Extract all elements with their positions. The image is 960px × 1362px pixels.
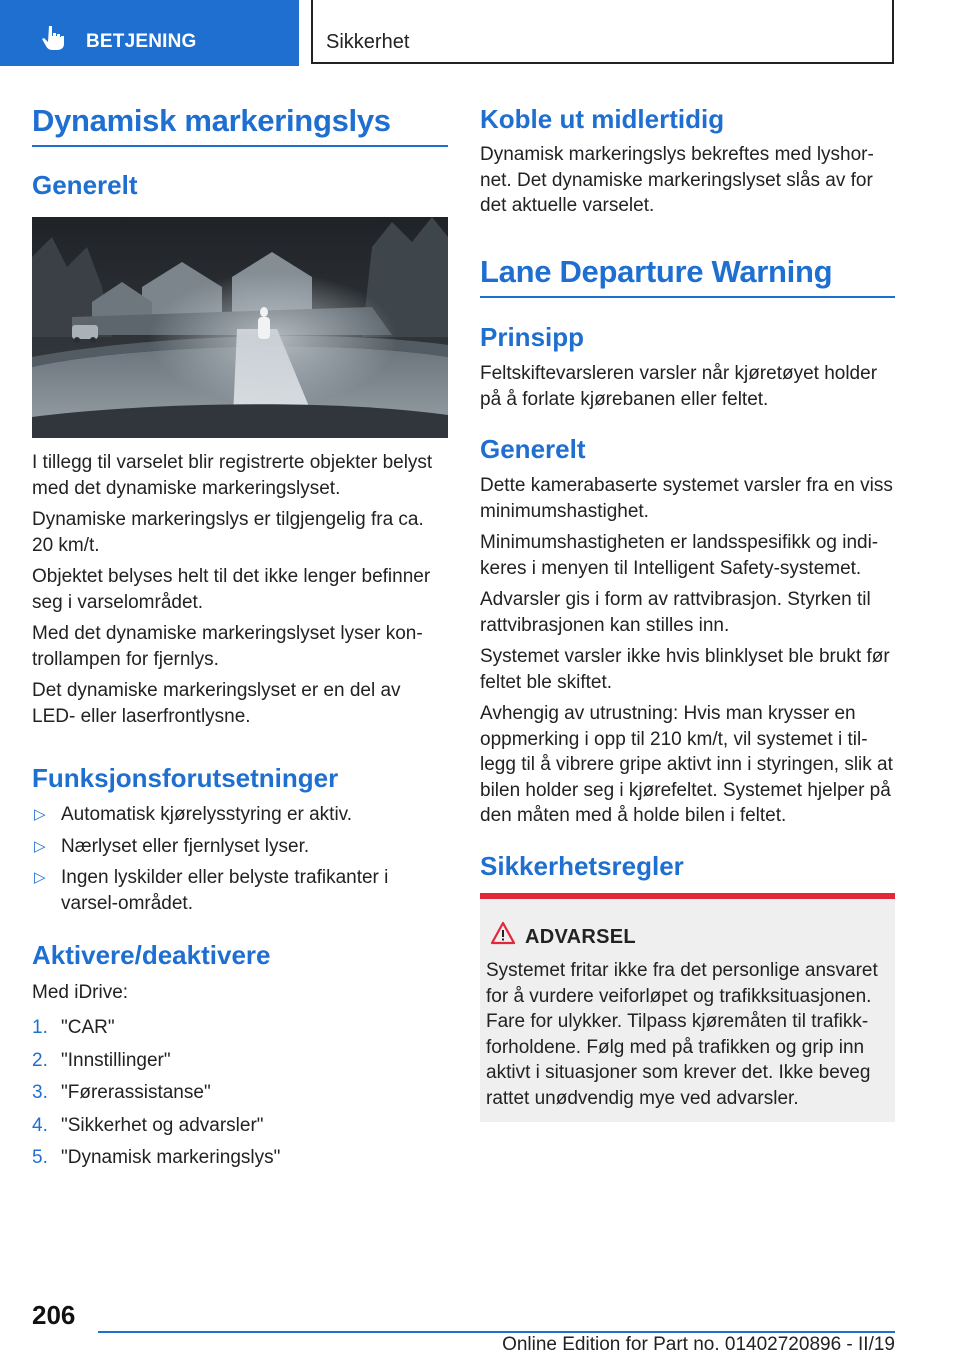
page-title-lane-departure: Lane Departure Warning — [480, 254, 833, 289]
ldw-paragraph-3: Advarsler gis i form av rattvibrasjon. Styrken til rattvibrasjonen kan stilles inn. — [480, 589, 871, 636]
list-item: ▷ Ingen lyskilder eller belyste trafikanter i varsel‐området. — [34, 867, 389, 914]
generelt-paragraph-2: Dynamiske markeringslys er tilgjengelig fra ca. 20 km/t. — [32, 509, 424, 556]
ldw-paragraph-1: Dette kamerabaserte systemet varsler fra en viss minimumshastighet. — [480, 475, 893, 522]
bullet-triangle-icon: ▷ — [34, 806, 46, 823]
chapter-tab[interactable] — [0, 0, 299, 66]
koble-ut-text: Dynamisk markeringslys bekreftes med lyshor‐net. Det dynamiske markeringslyset slås av for det aktuelle varselet. — [480, 144, 874, 216]
list-item: 3. "Førerassistanse" — [32, 1082, 211, 1103]
ldw-paragraph-2: Minimumshastigheten er landsspesifikk og indi‐keres i menyen til Intelligent Safety-systemet. — [480, 532, 879, 579]
bullet-triangle-icon: ▷ — [34, 837, 46, 855]
title-rule — [32, 145, 448, 147]
generelt-paragraph-4: Med det dynamiske markeringslyset lyser kon‐trollampen for fjernlys. — [32, 623, 423, 670]
page-number: 206 — [32, 1300, 76, 1330]
list-item: ▷ Automatisk kjørelysstyring er aktiv. — [32, 802, 450, 828]
footer-edition: Online Edition for Part no. 01402720896 - II/19 — [502, 1334, 895, 1355]
heading-aktivere-deaktivere: Aktivere/deaktivere — [32, 940, 271, 970]
heading-sikkerhetsregler: Sikkerhetsregler — [480, 851, 684, 881]
heading-prinsipp: Prinsipp — [480, 322, 585, 352]
list-item: ▷ Nærlyset eller fjernlyset lyser. — [32, 834, 450, 860]
generelt-paragraph-5: Det dynamiske markeringslyset er en del av LED- eller laserfrontlysne. — [32, 680, 401, 727]
list-item: 4. "Sikkerhet og advarsler" — [32, 1114, 264, 1136]
heading-generelt-left: Generelt — [32, 170, 138, 200]
warning-box — [480, 893, 895, 1122]
hand-pointer-icon — [40, 24, 66, 50]
warning-triangle-icon — [490, 921, 516, 945]
section-header — [311, 0, 894, 64]
warning-text: Systemet fritar ikke fra det personlige ansvaret for å vurdere veiforløpet og trafikksituasjonen. Fare for ulykker. Tilpass kjøremåten til trafikk‐forholdene. Følg med på trafikken og grip inn aktivt i situasjoner som krever det. Ikke beveg rattet unødvendig mye ved advarsler. — [486, 960, 878, 1109]
heading-koble-ut: Koble ut midlertidig — [480, 104, 725, 134]
heading-generelt-right: Generelt — [480, 434, 586, 464]
list-item: 1. "CAR" — [32, 1017, 115, 1038]
chapter-label: BETJENING — [86, 31, 197, 52]
footer-rule — [98, 1331, 895, 1333]
title-rule — [480, 296, 895, 298]
idrive-steps — [32, 1015, 448, 1171]
generelt-paragraph-1: I tillegg til varselet blir registrerte objekter belyst med det dynamiske markeringslyset. — [32, 452, 433, 499]
warning-title: ADVARSEL — [525, 926, 636, 948]
list-item: 2. "Innstillinger" — [32, 1049, 171, 1071]
section-label: Sikkerhet — [326, 31, 410, 53]
requirements-list — [32, 802, 450, 916]
generelt-paragraph-3: Objektet belyses helt til det ikke lenger befinner seg i varselområdet. — [32, 566, 431, 613]
bullet-triangle-icon: ▷ — [34, 869, 46, 886]
list-item: 5. "Dynamisk markeringslys" — [32, 1147, 281, 1168]
heading-funksjonsforutsetninger: Funksjonsforutsetninger — [32, 763, 339, 793]
prinsipp-text: Feltskiftevarsleren varsler når kjøretøyet holder på å forlate kjørebanen eller feltet. — [480, 363, 878, 410]
ldw-paragraph-5: Avhengig av utrustning: Hvis man krysser en oppmerking i opp til 210 km/t, vil systemet i til‐legg til å vibrere gripe aktivt inn i styringen, slik at bilen holder seg i kjørefeltet. Systemet hjelper på den måten med å holde bilen i feltet. — [480, 703, 893, 826]
page-title-dynamisk: Dynamisk markeringslys — [32, 103, 391, 138]
night-road-image — [32, 217, 448, 438]
ldw-paragraph-4: Systemet varsler ikke hvis blinklyset ble brukt før feltet ble skiftet. — [480, 646, 890, 693]
idrive-intro: Med iDrive: — [32, 982, 129, 1003]
